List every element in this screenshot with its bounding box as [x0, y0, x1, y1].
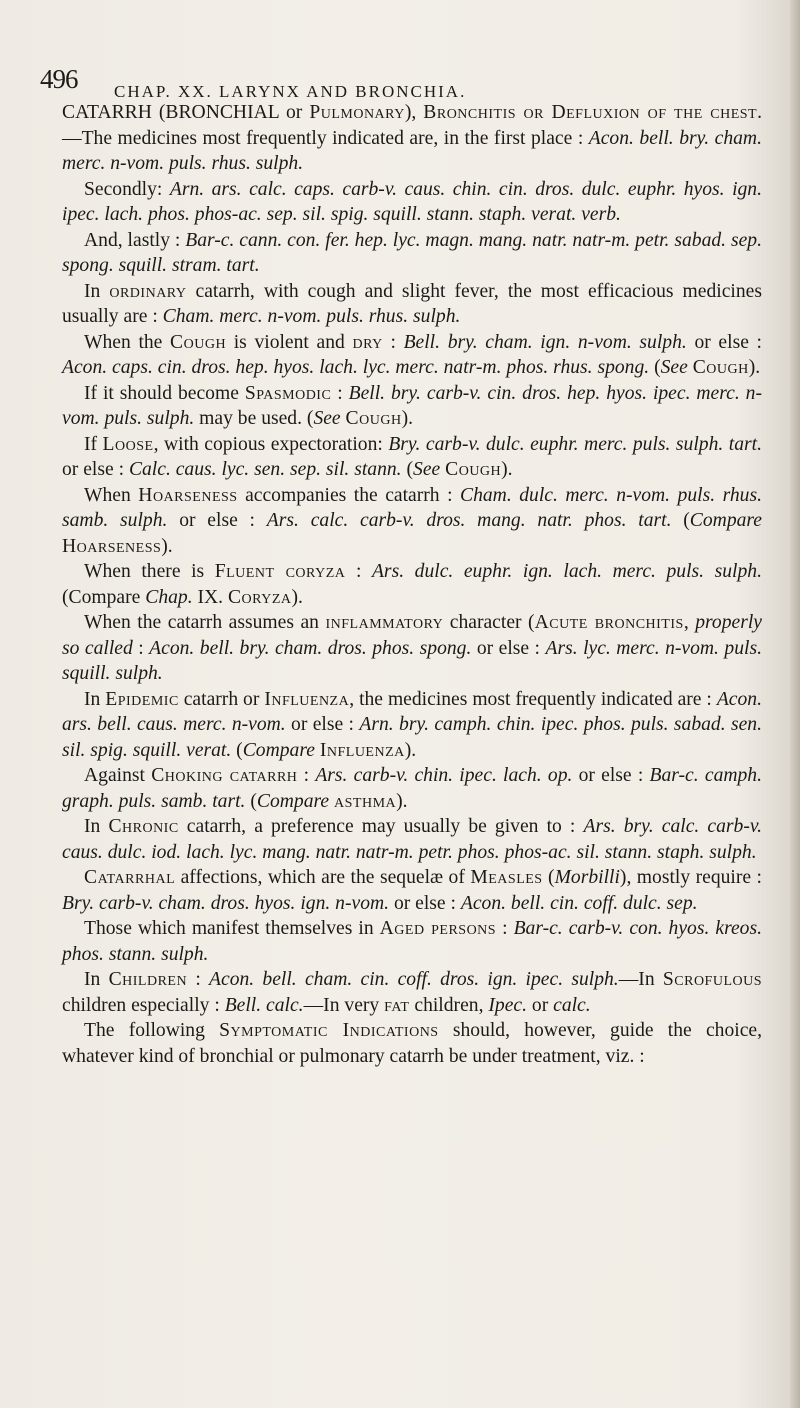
text-segment: ). [396, 790, 408, 812]
body-text [62, 100, 762, 1069]
text-segment: ( [542, 867, 555, 888]
text-segment: character ( [443, 612, 535, 633]
text-segment: —In [618, 969, 663, 990]
remedy-list: Morbilli [554, 867, 620, 888]
page-header [40, 60, 740, 100]
text-segment: ), mostly require : [619, 867, 762, 888]
small-caps-term: dry [352, 331, 383, 353]
remedy-list: Ipec. [488, 994, 527, 1016]
text-segment: When the catarrh assumes an [84, 612, 326, 633]
text-segment: In [84, 816, 109, 837]
small-caps-term: Catarrhal [84, 867, 176, 888]
paragraph [62, 916, 762, 967]
remedy-list: Ars. carb-v. chin. ipec. lach. op. [315, 765, 573, 786]
text-segment: ). [291, 586, 303, 608]
remedy-list: calc. [553, 994, 591, 1016]
small-caps-term: Aged persons [379, 918, 497, 939]
small-caps-term: Cough [692, 357, 749, 378]
text-segment: or [527, 994, 554, 1016]
text-segment: catarrh or [178, 688, 265, 710]
text-segment: or else : [167, 510, 267, 531]
remedy-list: Acon. bell. bry. cham. merc. n-vom. puls. rhus. sulph. [62, 127, 762, 174]
text-segment: ( [649, 357, 661, 378]
small-caps-term: Chronic [108, 816, 179, 837]
remedy-list: Acon. bell. cin. coff. dulc. sep. [460, 892, 698, 914]
remedy-list: Acon. caps. cin. dros. hep. hyos. lach. lyc. merc. natr-m. phos. rhus. spong. [62, 357, 650, 378]
paragraph [62, 279, 762, 330]
small-caps-term: inflammatory [325, 612, 444, 633]
text-segment: , the medicines most frequently indicated are : [349, 688, 717, 710]
remedy-list: Acon. bell. cham. cin. coff. dros. ign. ipec. sulph. [209, 969, 619, 990]
small-caps-term: Acute bronchitis [534, 612, 684, 633]
text-segment: children, [409, 994, 489, 1016]
text-segment: And, lastly : [84, 229, 186, 251]
paragraph [62, 330, 762, 381]
text-segment: is violent and [226, 331, 353, 353]
paragraph [62, 177, 762, 228]
text-segment: or else : [389, 892, 461, 914]
text-segment: ( [245, 790, 257, 812]
small-caps-term: Choking catarrh [151, 765, 298, 786]
paragraph [62, 814, 762, 865]
paragraph [62, 432, 762, 483]
running-title: CHAP. XX. LARYNX AND BRONCHIA. [114, 82, 467, 101]
text-segment: IX. [192, 586, 228, 608]
small-caps-term: Cough [170, 331, 227, 353]
remedy-list: Acon. ars. bell. caus. merc. n-vom. [62, 688, 762, 735]
small-caps-term: Children [108, 969, 188, 990]
remedy-list: Cham. dulc. merc. n-vom. puls. rhus. samb. sulph. [62, 484, 763, 531]
paragraph [62, 610, 762, 687]
text-segment: ). [501, 459, 513, 480]
small-caps-term: Symptomatic Indications [219, 1020, 439, 1041]
paragraph [62, 483, 762, 560]
remedy-list: Compare [242, 739, 315, 761]
text-segment: ( [401, 459, 414, 480]
small-caps-term: Loose [102, 433, 154, 455]
text-segment: ), [404, 102, 424, 123]
paragraph [62, 967, 762, 1018]
text-segment: Secondly: [84, 178, 170, 200]
text-segment: ). [161, 535, 173, 557]
text-segment: In [84, 280, 110, 302]
small-caps-term: Coryza [227, 586, 292, 608]
remedy-list: Ars. bry. calc. carb-v. caus. dulc. iod. lach. lyc. mang. natr. natr-m. petr. phos. phos-ac. sil. stann. staph. sulph. [62, 816, 762, 863]
text-segment: —In very [303, 994, 385, 1016]
paragraph [62, 687, 762, 764]
remedy-list: See [413, 459, 441, 480]
text-segment: catarrh, a preference may usually be given to : [178, 816, 584, 837]
text-segment: : [132, 637, 150, 659]
small-caps-term: Pulmonary [309, 102, 405, 123]
small-caps-term: Influenza [319, 739, 405, 761]
text-segment: (Compare [62, 586, 146, 608]
text-segment: In [84, 688, 106, 710]
text-segment: ( [231, 739, 243, 761]
remedy-list: Bell. calc. [224, 994, 304, 1016]
small-caps-term: Bronchitis or Defluxion of the chest [423, 102, 758, 123]
small-caps-term: Scrofulous [662, 969, 763, 990]
small-caps-term: Hoarseness [62, 535, 162, 557]
paragraph [62, 559, 762, 610]
text-segment: ). [404, 739, 417, 761]
remedy-list: Bry. carb-v. dulc. euphr. merc. puls. sulph. tart. [388, 433, 762, 455]
text-segment: .—The medicines most frequently indicated are, in the first place : [62, 102, 762, 149]
text-segment: or else : [471, 637, 546, 659]
remedy-list: Ars. dulc. euphr. ign. lach. merc. puls. sulph. [371, 561, 762, 582]
small-caps-term: Fluent coryza [214, 561, 346, 582]
remedy-list: Bar-c. carb-v. con. hyos. kreos. phos. stann. sulph. [62, 918, 762, 965]
text-segment: accompanies the catarrh : [237, 484, 461, 506]
text-segment: CATARRH (BRONCHIAL or [62, 102, 310, 123]
paragraph [62, 865, 762, 916]
page-edge-shadow [790, 0, 800, 1408]
remedy-list: properly so called [62, 612, 762, 659]
text-segment: or else : [285, 714, 360, 735]
remedy-list: Calc. caus. lyc. sen. sep. sil. stann. [128, 459, 402, 480]
text-segment: ). [401, 408, 413, 429]
remedy-list: Bry. carb-v. cham. dros. hyos. ign. n-vom. [62, 892, 390, 914]
text-segment: catarrh, with cough and slight fever, the most efficacious medicines usually are : [62, 280, 762, 327]
text-segment: When the [84, 331, 171, 353]
paragraph [62, 381, 762, 432]
text-segment: , [683, 612, 696, 633]
text-segment: : [345, 561, 372, 582]
small-caps-term: Epidemic [105, 688, 179, 710]
remedy-list: Bell. bry. carb-v. cin. dros. hep. hyos. ipec. merc. n-vom. puls. sulph. [62, 382, 762, 429]
text-segment: In [84, 969, 109, 990]
text-segment: , with copious expectoration: [153, 433, 389, 455]
text-segment: may be used. ( [194, 408, 314, 429]
page-number: 496 [40, 64, 78, 94]
text-segment: Against [84, 765, 152, 786]
remedy-list: Ars. calc. carb-v. dros. mang. natr. phos. tart. [266, 510, 672, 531]
remedy-list: Chap. [145, 586, 193, 608]
remedy-list: See [313, 408, 341, 429]
text-segment: or else : [62, 459, 129, 480]
small-caps-term: fat [384, 994, 410, 1016]
text-segment: When [84, 484, 139, 506]
remedy-list: Bar-c. camph. graph. puls. samb. tart. [62, 765, 763, 812]
small-caps-term: Influenza [264, 688, 350, 710]
remedy-list: Compare [256, 790, 330, 812]
text-segment: : [297, 765, 316, 786]
remedy-list: Ars. lyc. merc. n-vom. puls. squill. sulph. [62, 637, 762, 684]
text-segment: children especially : [62, 994, 225, 1016]
text-segment: or else : [572, 765, 650, 786]
small-caps-term: Spasmodic [244, 382, 332, 404]
remedy-list: Acon. bell. bry. cham. dros. phos. spong. [149, 637, 472, 659]
text-segment: : [187, 969, 210, 990]
remedy-list: Cham. merc. n-vom. puls. rhus. sulph. [162, 306, 461, 327]
paragraph [62, 763, 762, 814]
paragraph [62, 228, 762, 279]
text-segment: : [496, 918, 514, 939]
small-caps-term: Cough [345, 408, 402, 429]
text-segment: or else : [686, 331, 762, 353]
paragraph [62, 100, 762, 177]
text-segment: should, however, guide the choice, whatever kind of bronchial or pulmonary catarrh be under treatment, viz. : [62, 1020, 763, 1067]
text-segment: If it should become [84, 382, 245, 404]
small-caps-term: asthma [334, 790, 397, 812]
remedy-list: Bar-c. cann. con. fer. hep. lyc. magn. mang. natr. natr-m. petr. sabad. sep. spong. squill. stram. tart. [62, 229, 762, 276]
text-segment: ( [671, 510, 690, 531]
remedy-list: Compare [689, 510, 763, 531]
text-segment: ). [748, 357, 761, 378]
text-segment: Those which manifest themselves in [84, 918, 380, 939]
text-segment: When there is [84, 561, 215, 582]
small-caps-term: Measles [470, 867, 543, 888]
remedy-list: Arn. bry. camph. chin. ipec. phos. puls. sabad. sen. sil. spig. squill. verat. [62, 714, 762, 761]
text-segment: : [382, 331, 404, 353]
small-caps-term: Hoarseness [138, 484, 238, 506]
small-caps-term: Cough [445, 459, 502, 480]
remedy-list: See [660, 357, 688, 378]
text-segment: affections, which are the sequelæ of [175, 867, 471, 888]
paragraph [62, 1018, 762, 1069]
text-segment: If [84, 433, 103, 455]
remedy-list: Bell. bry. cham. ign. n-vom. sulph. [403, 331, 687, 353]
small-caps-term: ordinary [109, 280, 187, 302]
text-segment: : [331, 382, 349, 404]
remedy-list: Arn. ars. calc. caps. carb-v. caus. chin. cin. dros. dulc. euphr. hyos. ign. ipec. lach. phos. phos-ac. sep. sil. spig. squill. stann. staph. verat. verb. [62, 178, 763, 225]
text-segment: The following [84, 1020, 220, 1041]
